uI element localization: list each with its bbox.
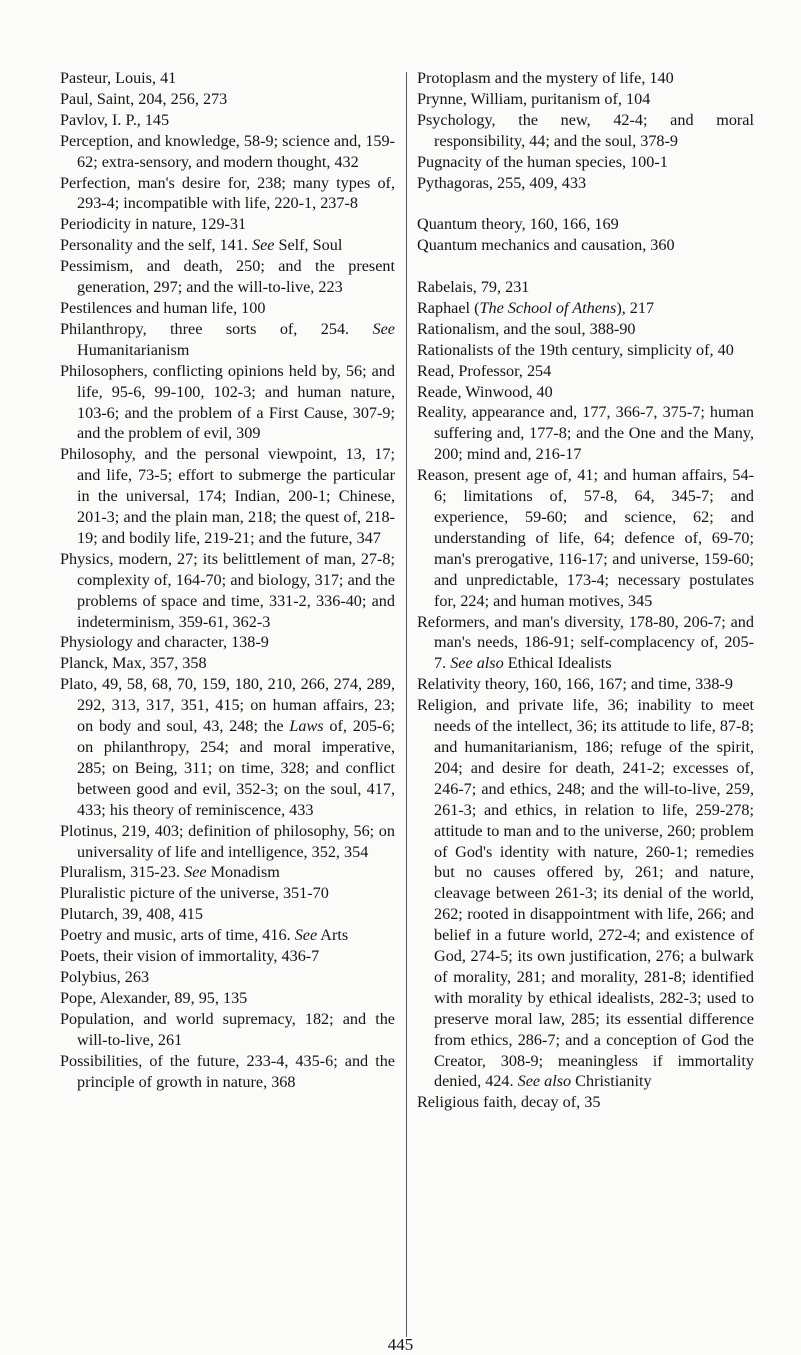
index-entry xyxy=(60,444,395,549)
letter-group-gap xyxy=(417,256,754,277)
index-entry xyxy=(417,1092,754,1113)
index-entry-italic-text: See xyxy=(251,236,275,255)
index-entry-text: Philosophy, and the personal viewpoint, 13, 17; and life, 73-5; effort to submerge the particular in the universal, 174; Indian, 200-1; Chinese, 201-3; and the plain man, 218; the quest of, 218-19; and bodily life, 219-21; and the future, 347 xyxy=(60,445,395,547)
index-entry xyxy=(417,68,754,89)
index-entry-italic-text: See also xyxy=(450,654,504,673)
index-entry-text: Plutarch, 39, 408, 415 xyxy=(60,905,203,924)
index-entry xyxy=(60,319,395,361)
index-entry xyxy=(417,674,754,695)
index-entry xyxy=(60,173,395,215)
index-entry xyxy=(60,89,395,110)
index-entry xyxy=(60,235,395,256)
page-number: 445 xyxy=(387,1335,414,1354)
index-entry-italic-text: The School of Athens xyxy=(479,298,617,317)
index-entry-text: Perfection, man's desire for, 238; many types of, 293-4; incompatible with life, 220-1, 237-8 xyxy=(60,173,395,213)
index-entry-text: Reason, present age of, 41; and human affairs, 54-6; limitations of, 57-8, 64, 345-7; and experience, 59-60; and science, 62; and understanding of life, 64; defence of, 69-70; man's prerogative, 116-17; and universe, 159-60; and unpredictable, 173-4; necessary postulates for, 224; and human motives, 345 xyxy=(417,466,754,610)
index-entry-text: Arts xyxy=(317,926,349,945)
index-entry-text: Self, Soul xyxy=(274,236,343,255)
index-entry-text: ), 217 xyxy=(616,298,655,317)
index-entry-text: Ethical Idealists xyxy=(503,654,612,673)
index-entry-text: Pavlov, I. P., 145 xyxy=(60,110,170,129)
index-entry xyxy=(60,883,395,904)
index-entry xyxy=(60,967,395,988)
index-entry xyxy=(417,89,754,110)
index-entry-text: Humanitarianism xyxy=(77,340,190,359)
index-entry xyxy=(417,402,754,465)
index-entry-text: Religious faith, decay of, 35 xyxy=(417,1093,601,1112)
index-entry xyxy=(417,214,754,235)
index-entry-text: Christianity xyxy=(571,1072,652,1091)
index-entry xyxy=(60,988,395,1009)
index-entry-text: Plato, 49, 58, 68, 70, 159, 180, 210, 266, 274, 289, 292, 313, 317, 351, 415; on human affairs, 23; on body and soul, 43, 248; the xyxy=(60,675,395,736)
index-entry-text: Poetry and music, arts of time, 416. xyxy=(60,926,295,945)
index-entry-text: Possibilities, of the future, 233-4, 435-6; and the principle of growth in nature, 368 xyxy=(60,1051,395,1091)
index-entry-text: Population, and world supremacy, 182; and the will-to-live, 261 xyxy=(60,1009,395,1049)
index-entry-text: Protoplasm and the mystery of life, 140 xyxy=(417,69,674,87)
index-entry-text: Psychology, the new, 42-4; and moral responsibility, 44; and the soul, 378-9 xyxy=(417,110,754,150)
index-entry-text: Reade, Winwood, 40 xyxy=(417,382,553,401)
index-column-left xyxy=(60,68,395,1092)
index-entry-text: of, 205-6; on philanthropy, 254; and moral imperative, 285; on Being, 311; on time, 328; and conflict between good and evil, 352-3; on the soul, 417, 433; his theory of reminiscence, 433 xyxy=(77,717,395,819)
index-entry-text: Periodicity in nature, 129-31 xyxy=(60,215,247,234)
index-entry xyxy=(60,946,395,967)
index-entry-text: Relativity theory, 160, 166, 167; and time, 338-9 xyxy=(417,675,733,694)
index-entry xyxy=(60,298,395,319)
index-entry xyxy=(417,361,754,382)
index-entry xyxy=(417,298,754,319)
index-entry-text: Personality and the self, 141. xyxy=(60,236,252,255)
index-entry xyxy=(60,1051,395,1093)
index-entry-text: Pugnacity of the human species, 100-1 xyxy=(417,152,668,171)
index-entry-text: Pestilences and human life, 100 xyxy=(60,298,266,317)
index-entry-text: Polybius, 263 xyxy=(60,967,150,986)
index-entry xyxy=(60,256,395,298)
index-entry-text: Monadism xyxy=(206,863,280,882)
index-column-right xyxy=(417,68,754,1113)
index-entry-text: Poets, their vision of immortality, 436-7 xyxy=(60,947,320,966)
index-entry xyxy=(417,695,754,1092)
index-entry xyxy=(60,214,395,235)
index-entry-text: Philosophers, conflicting opinions held by, 56; and life, 95-6, 99-100, 102-3; and human nature, 103-6; and the problem of a First Cause, 307-9; and the problem of evil, 309 xyxy=(60,361,395,443)
index-entry xyxy=(417,382,754,403)
index-entry-text: Plotinus, 219, 403; definition of philosophy, 56; on universality of life and intelligence, 352, 354 xyxy=(60,821,395,861)
index-entry-text: Read, Professor, 254 xyxy=(417,361,552,380)
index-entry xyxy=(417,612,754,675)
index-entry xyxy=(417,152,754,173)
index-entry-text: Reality, appearance and, 177, 366-7, 375-7; human suffering and, 177-8; and the One and the Many, 200; mind and, 216-17 xyxy=(417,403,754,464)
index-entry xyxy=(60,131,395,173)
index-entry-text: Quantum theory, 160, 166, 169 xyxy=(417,215,619,234)
index-entry xyxy=(60,653,395,674)
index-entry xyxy=(417,465,754,611)
index-entry xyxy=(60,361,395,445)
index-entry xyxy=(417,277,754,298)
index-entry-italic-text: See xyxy=(294,926,318,945)
index-entry-text: Rationalism, and the soul, 388-90 xyxy=(417,319,636,338)
index-entry xyxy=(60,549,395,633)
index-entry xyxy=(417,173,754,194)
index-entry xyxy=(60,110,395,131)
index-entry xyxy=(417,340,754,361)
index-entry-text: Physics, modern, 27; its belittlement of man, 27-8; complexity of, 164-70; and biology, 317; and the problems of space and time, 331-2, 336-40; and indeterminism, 359-61, 362-3 xyxy=(60,549,395,631)
letter-group-gap xyxy=(417,193,754,214)
index-entry-text: Raphael ( xyxy=(417,298,480,317)
index-entry-text: Pluralism, 315-23. xyxy=(60,863,185,882)
index-entry xyxy=(60,925,395,946)
index-entry-italic-text: See xyxy=(184,863,207,882)
index-entry-text: Pluralistic picture of the universe, 351-70 xyxy=(60,884,329,903)
index-entry-text: Pessimism, and death, 250; and the present generation, 297; and the will-to-live, 223 xyxy=(60,257,395,297)
column-divider xyxy=(406,72,407,1337)
index-entry xyxy=(60,68,395,89)
index-entry xyxy=(60,1009,395,1051)
index-entry-text: Reformers, and man's diversity, 178-80, 206-7; and man's needs, 186-91; self-complacency of, 205-7. xyxy=(417,612,754,673)
index-entry-text: Pasteur, Louis, 41 xyxy=(60,69,177,87)
index-entry-italic-text: See also xyxy=(517,1072,572,1091)
index-entry xyxy=(60,862,395,883)
index-entry-text: Prynne, William, puritanism of, 104 xyxy=(417,89,651,108)
index-entry-text: Religion, and private life, 36; inability to meet needs of the intellect, 36; its attitude to life, 87-8; and humanitarianism, 186; refuge of the spirit, 204; and desire for death, 241-2; excesses of, 246-7; and ethics, 248; and the will-to-live, 259, 261-3; and ethics, in relation to life, 259-278; attitude to man and to the universe, 260; problem of God's identity with nature, 260-1; remedies but no causes offered by, 261; and nature, cleavage between 261-3; its denial of the world, 262; rooted in disappointment with life, 266; and belief in a future world, 272-4; and existence of God, 274-5; its own justification, 276; a bulwark of morality, 281; and morality, 281-8; identified with morality by ethical idealists, 282-3; used to preserve moral law, 285; its essential difference from ethics, 286-7; and a conception of God the Creator, 308-9; meaningless if immortality denied, 424. xyxy=(417,696,754,1091)
index-entry xyxy=(417,110,754,152)
index-entry xyxy=(417,319,754,340)
index-entry-text: Planck, Max, 357, 358 xyxy=(60,654,207,673)
index-entry-text: Quantum mechanics and causation, 360 xyxy=(417,236,675,255)
index-entry xyxy=(417,235,754,256)
index-entry-italic-text: See xyxy=(372,319,395,338)
index-entry-italic-text: Laws xyxy=(289,717,324,736)
index-entry xyxy=(60,674,395,820)
index-entry-text: Philanthropy, three sorts of, 254. xyxy=(60,319,373,338)
index-entry xyxy=(60,904,395,925)
index-entry xyxy=(60,632,395,653)
index-entry-text: Physiology and character, 138-9 xyxy=(60,633,269,652)
index-entry-text: Pythagoras, 255, 409, 433 xyxy=(417,173,587,192)
index-entry-text: Perception, and knowledge, 58-9; science and, 159-62; extra-sensory, and modern thought, 432 xyxy=(60,131,395,171)
index-entry-text: Pope, Alexander, 89, 95, 135 xyxy=(60,988,248,1007)
index-entry-text: Paul, Saint, 204, 256, 273 xyxy=(60,89,228,108)
index-entry-text: Rabelais, 79, 231 xyxy=(417,278,530,297)
index-entry xyxy=(60,821,395,863)
index-entry-text: Rationalists of the 19th century, simplicity of, 40 xyxy=(417,340,734,359)
